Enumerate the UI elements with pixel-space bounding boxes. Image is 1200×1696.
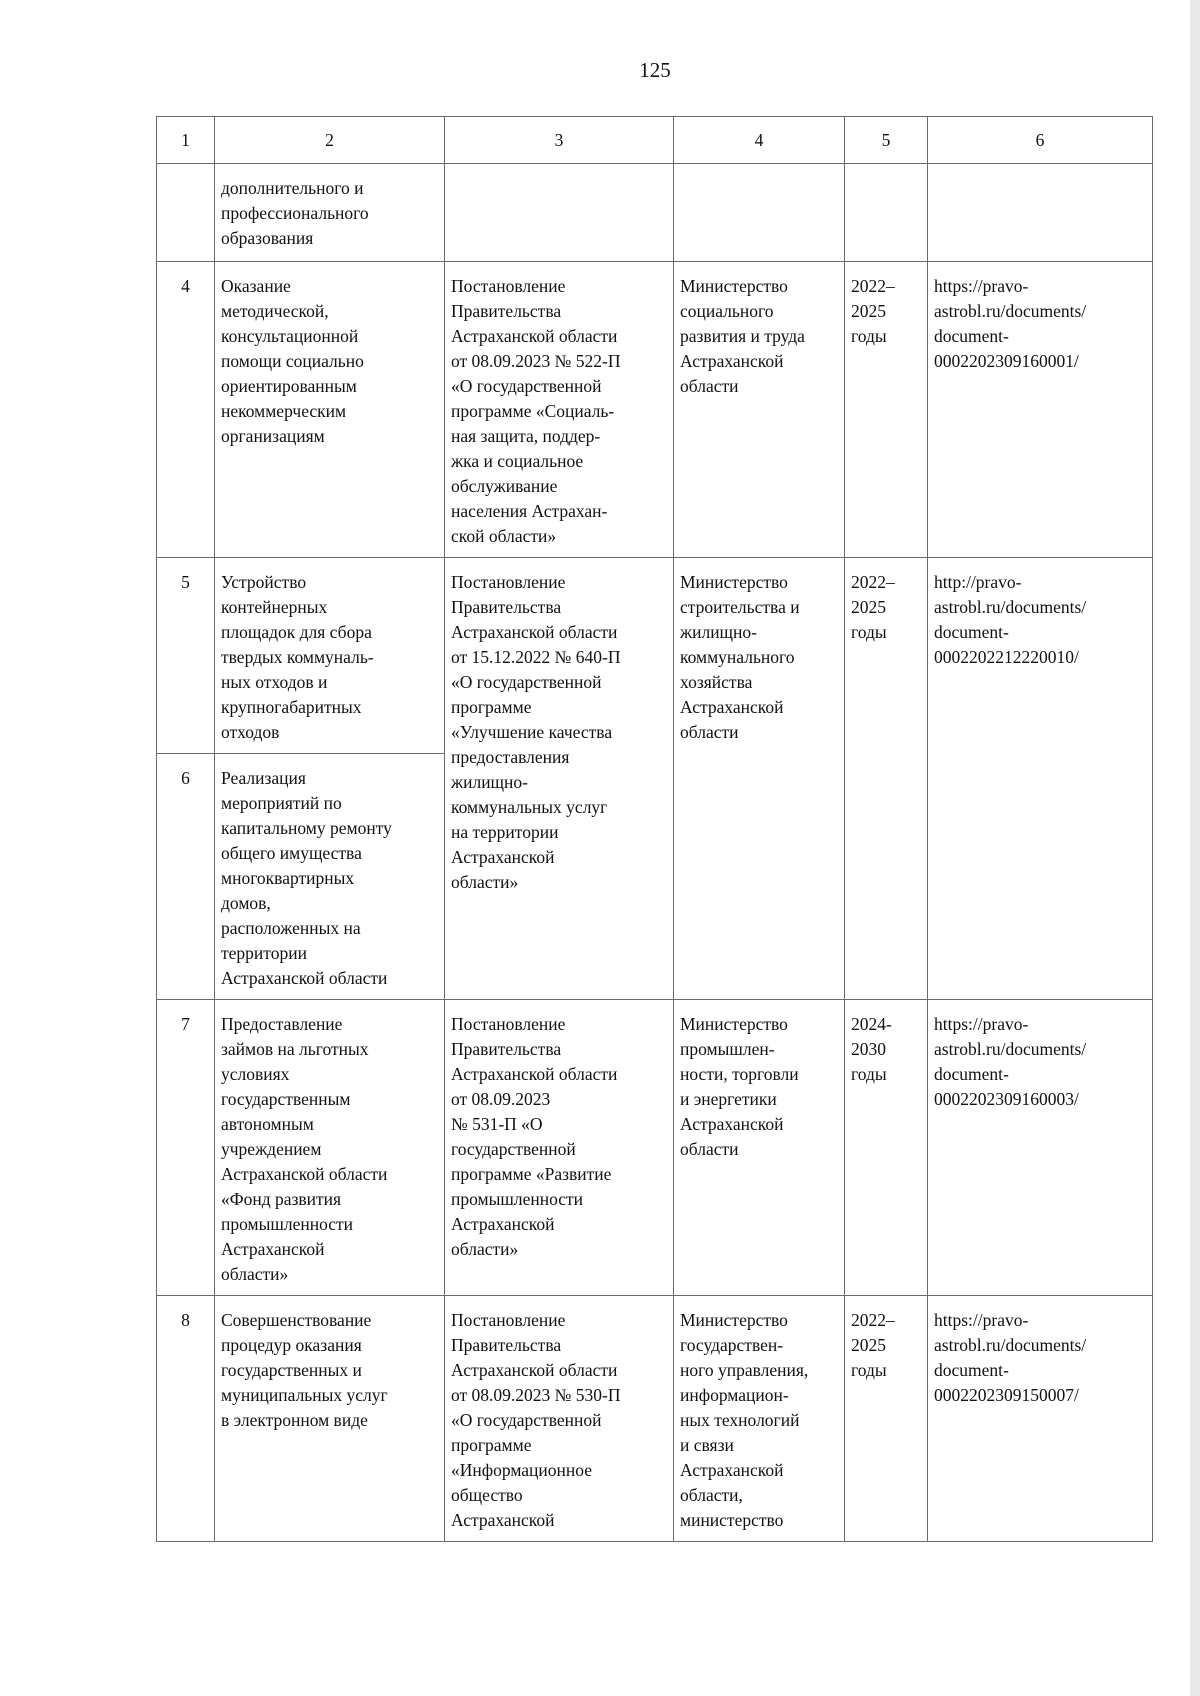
row-number-cell: 8 — [157, 1296, 215, 1542]
measure-name-cell: Предоставление займов на льготных условиях государственным автономным учреждением Астраханской области «Фонд развития промышленности Астраханской области» — [215, 1000, 445, 1296]
row-number-cell: 4 — [157, 262, 215, 558]
responsible-cell: Министерство строительства и жилищно- коммунального хозяйства Астраханской области — [674, 558, 845, 1000]
responsible-cell: Министерство промышлен- ности, торговли и энергетики Астраханской области — [674, 1000, 845, 1296]
table-row — [157, 1296, 1153, 1542]
period-cell: 2022– 2025 годы — [845, 1296, 928, 1542]
link-cell — [928, 558, 1153, 1000]
column-header: 2 — [215, 117, 445, 164]
page-edge — [1190, 0, 1200, 1696]
measure-name-cell: дополнительного и профессионального образования — [215, 164, 445, 262]
row-number-cell: 5 — [157, 558, 215, 754]
responsible-cell: Министерство государствен- ного управления, информацион- ных технологий и связи Астраханской области, министерство — [674, 1296, 845, 1542]
table-row — [157, 262, 1153, 558]
responsible-cell: Министерство социального развития и труда Астраханской области — [674, 262, 845, 558]
period-cell: 2022– 2025 годы — [845, 558, 928, 1000]
measure-name-cell: Устройство контейнерных площадок для сбора твердых коммуналь- ных отходов и крупногабаритных отходов — [215, 558, 445, 754]
column-header: 3 — [445, 117, 674, 164]
document-cell: Постановление Правительства Астраханской области от 15.12.2022 № 640-П «О государственной программе «Улучшение качества предоставления жилищно- коммунальных услуг на территории Астраханской области» — [445, 558, 674, 1000]
row-number-cell: 6 — [157, 754, 215, 1000]
document-link: https://pravo- astrobl.ru/documents/ document- 0002202309150007/ — [934, 1310, 1087, 1405]
page-number: 125 — [639, 58, 671, 82]
row-number-cell — [157, 164, 215, 262]
table-row — [157, 164, 1153, 262]
document-link: https://pravo- astrobl.ru/documents/ document- 0002202309160001/ — [934, 276, 1087, 371]
document-cell: Постановление Правительства Астраханской области от 08.09.2023 № 531-П «О государственной программе «Развитие промышленности Астраханской области» — [445, 1000, 674, 1296]
measure-name-cell: Совершенствование процедур оказания государственных и муниципальных услуг в электронном виде — [215, 1296, 445, 1542]
column-header: 1 — [157, 117, 215, 164]
column-header: 6 — [928, 117, 1153, 164]
measure-name-cell: Оказание методической, консультационной помощи социально ориентированным некоммерческим организациям — [215, 262, 445, 558]
column-header: 4 — [674, 117, 845, 164]
document-cell: Постановление Правительства Астраханской области от 08.09.2023 № 530-П «О государственной программе «Информационное общество Астраханской — [445, 1296, 674, 1542]
responsible-cell — [674, 164, 845, 262]
measure-name-cell: Реализация мероприятий по капитальному ремонту общего имущества многоквартирных домов, расположенных на территории Астраханской области — [215, 754, 445, 1000]
period-cell: 2024- 2030 годы — [845, 1000, 928, 1296]
programs-table — [156, 116, 1153, 1542]
column-header: 5 — [845, 117, 928, 164]
document-link: https://pravo- astrobl.ru/documents/ document- 0002202309160003/ — [934, 1014, 1087, 1109]
link-cell — [928, 1296, 1153, 1542]
row-number-cell: 7 — [157, 1000, 215, 1296]
period-cell: 2022– 2025 годы — [845, 262, 928, 558]
document-cell — [445, 164, 674, 262]
table-header-row — [157, 117, 1153, 164]
table-row — [157, 558, 1153, 754]
table-row — [157, 1000, 1153, 1296]
period-cell — [845, 164, 928, 262]
document-cell: Постановление Правительства Астраханской области от 08.09.2023 № 522-П «О государственной программе «Социаль- ная защита, поддер- жка и социальное обслуживание населения Астрахан- ской области» — [445, 262, 674, 558]
link-cell — [928, 1000, 1153, 1296]
link-cell — [928, 262, 1153, 558]
link-cell — [928, 164, 1153, 262]
document-link: http://pravo- astrobl.ru/documents/ document- 0002202212220010/ — [934, 572, 1087, 667]
